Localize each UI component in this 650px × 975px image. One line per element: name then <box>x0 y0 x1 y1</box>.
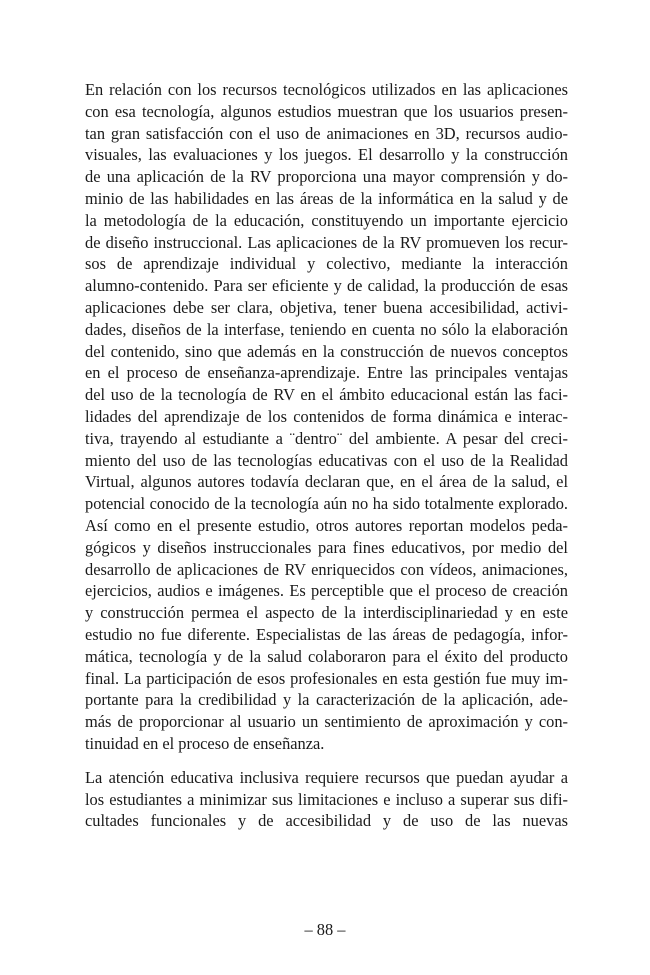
text-line: y construcción permea el aspecto de la interdisciplinariedad y en este <box>85 603 568 623</box>
text-line: los estudiantes a minimizar sus limitaciones e incluso a superar sus difi- <box>85 789 568 809</box>
text-line: desarrollo de aplicaciones de RV enriquecidos con vídeos, animaciones, <box>85 559 568 579</box>
text-line: tiva, trayendo al estudiante a ¨dentro¨ del ambiente. A pesar del creci- <box>85 428 568 448</box>
page-body <box>85 79 568 832</box>
text-line: portante para la credibilidad y la caracterización de la aplicación, ade- <box>85 690 568 710</box>
text-line: dades, diseños de la interfase, teniendo en cuenta no sólo la elaboración <box>85 319 568 339</box>
text-line: tinuidad en el proceso de enseñanza. <box>85 733 325 753</box>
text-line: ejercicios, audios e imágenes. Es perceptible que el proceso de creación <box>85 581 568 601</box>
text-line: la metodología de la educación, constituyendo un importante ejercicio <box>85 210 568 230</box>
text-line: más de proporcionar al usuario un sentimiento de aproximación y con- <box>85 712 568 732</box>
paragraph-gap <box>85 755 568 767</box>
text-line: del contenido, sino que además en la construcción de nuevos conceptos <box>85 341 568 361</box>
text-line: de una aplicación de la RV proporciona una mayor comprensión y do- <box>85 167 568 187</box>
text-line: con esa tecnología, algunos estudios muestran que los usuarios presen- <box>85 101 568 121</box>
text-line: tan gran satisfacción con el uso de animaciones en 3D, recursos audio- <box>85 123 568 143</box>
text-line: visuales, las evaluaciones y los juegos. El desarrollo y la construcción <box>85 145 568 165</box>
paragraph-2 <box>85 767 568 832</box>
text-line: lidades del aprendizaje de los contenidos de forma dinámica e interac- <box>85 406 568 426</box>
paragraph-1 <box>85 79 568 755</box>
text-line: final. La participación de esos profesionales en esta gestión fue muy im- <box>85 668 568 688</box>
text-line: gógicos y diseños instruccionales para fines educativos, por medio del <box>85 537 568 557</box>
text-line: en el proceso de enseñanza-aprendizaje. Entre las principales ventajas <box>85 363 568 383</box>
text-line: del uso de la tecnología de RV en el ámbito educacional están las faci- <box>85 385 568 405</box>
text-line: potencial conocido de la tecnología aún no ha sido totalmente explorado. <box>85 494 568 514</box>
text-line: mática, tecnología y de la salud colaboraron para el éxito del producto <box>85 646 568 666</box>
text-line: La atención educativa inclusiva requiere recursos que puedan ayudar a <box>85 767 568 787</box>
text-line: Virtual, algunos autores todavía declaran que, en el área de la salud, el <box>85 472 568 492</box>
text-line: Así como en el presente estudio, otros autores reportan modelos peda- <box>85 515 568 535</box>
text-line: aplicaciones debe ser clara, objetiva, tener buena accesibilidad, activi- <box>85 297 568 317</box>
text-line: cultades funcionales y de accesibilidad y de uso de las nuevas <box>85 811 568 831</box>
text-line: minio de las habilidades en las áreas de la informática en la salud y de <box>85 188 568 208</box>
text-line: sos de aprendizaje individual y colectivo, mediante la interacción <box>85 254 568 274</box>
text-line: de diseño instruccional. Las aplicaciones de la RV promueven los recur- <box>85 232 568 252</box>
text-line: En relación con los recursos tecnológicos utilizados en las aplicaciones <box>85 80 568 99</box>
text-line: miento del uso de las tecnologías educativas con el uso de la Realidad <box>85 450 568 470</box>
text-line: estudio no fue diferente. Especialistas de las áreas de pedagogía, infor- <box>85 624 568 644</box>
page-number: – 88 – <box>304 920 346 939</box>
text-line: alumno-contenido. Para ser eficiente y de calidad, la producción de esas <box>85 276 568 296</box>
